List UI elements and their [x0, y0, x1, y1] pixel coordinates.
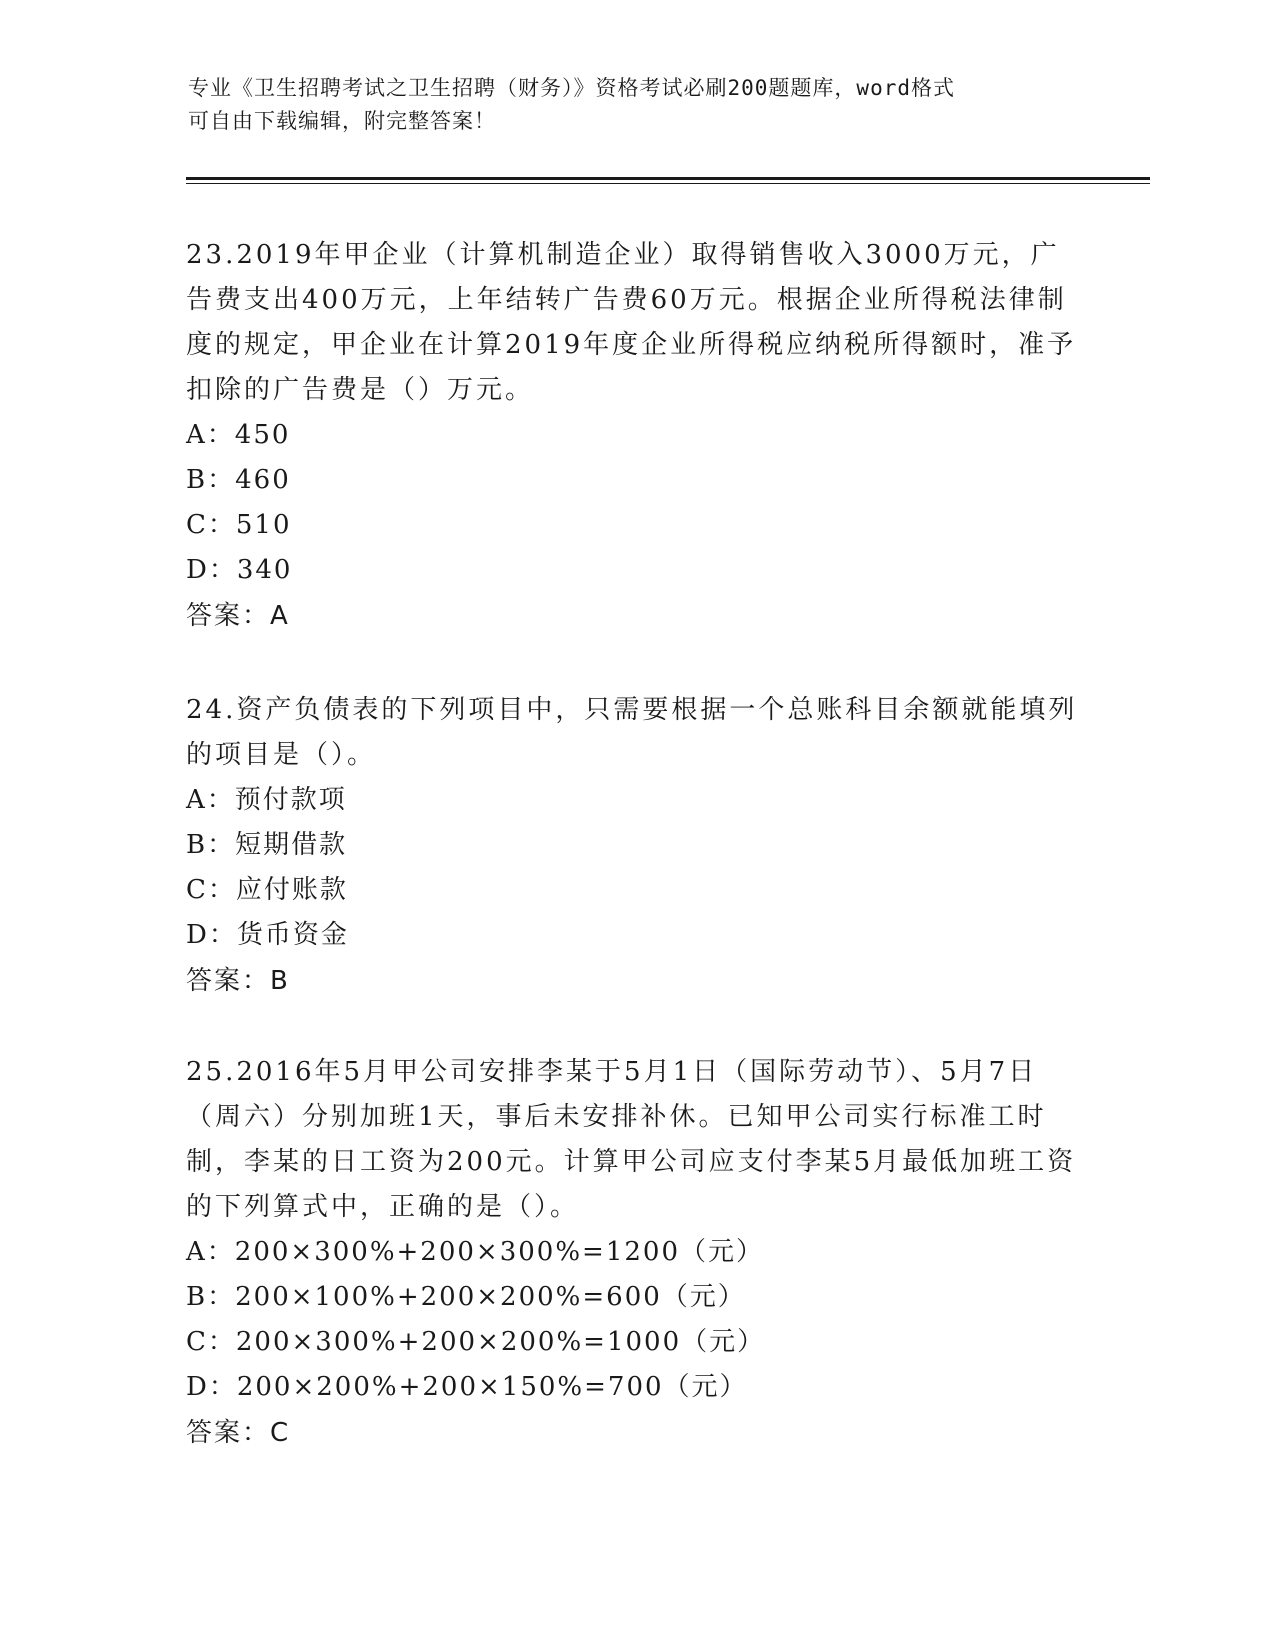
option-c: C：应付账款 [186, 875, 348, 905]
option-c: C：200×300%+200×200%=1000（元） [186, 1327, 766, 1357]
option-a: A：200×300%+200×300%=1200（元） [186, 1237, 764, 1267]
answer: 答案：C [186, 1418, 291, 1448]
header-line-1: 专业《卫生招聘考试之卫生招聘（财务）》资格考试必刷200题题库，word格式 [188, 76, 955, 100]
option-a: A：450 [186, 420, 291, 450]
question-24 [186, 688, 1086, 1004]
header-rule-thin [186, 183, 1150, 184]
option-d: D：200×200%+200×150%=700（元） [186, 1372, 748, 1402]
answer: 答案：B [186, 966, 290, 996]
option-b: B：短期借款 [186, 830, 348, 860]
header-rule-thick [186, 177, 1150, 180]
document-header [188, 72, 1068, 138]
question-25 [186, 1050, 1086, 1456]
option-b: B：200×100%+200×200%=600（元） [186, 1282, 746, 1312]
option-b: B：460 [186, 465, 291, 495]
option-a: A：预付款项 [186, 785, 347, 815]
question-stem: 25.2016年5月甲公司安排李某于5月1日（国际劳动节）、5月7日（周六）分别加班1天，事后未安排补休。已知甲公司实行标准工时制，李某的日工资为200元。计算甲公司应支付李某5月最低加班工资的下列算式中，正确的是（）。 [186, 1057, 1077, 1222]
header-line-2: 可自由下载编辑，附完整答案！ [188, 109, 496, 133]
option-d: D：货币资金 [186, 920, 349, 950]
answer: 答案：A [186, 601, 290, 631]
option-d: D：340 [186, 555, 293, 585]
question-23 [186, 233, 1086, 639]
option-c: C：510 [186, 510, 292, 540]
question-stem: 23.2019年甲企业（计算机制造企业）取得销售收入3000万元，广告费支出400万元，上年结转广告费60万元。根据企业所得税法律制度的规定，甲企业在计算2019年度企业所得税应纳税所得额时，准予扣除的广告费是（）万元。 [186, 240, 1077, 405]
question-stem: 24.资产负债表的下列项目中，只需要根据一个总账科目余额就能填列的项目是（）。 [186, 695, 1078, 770]
